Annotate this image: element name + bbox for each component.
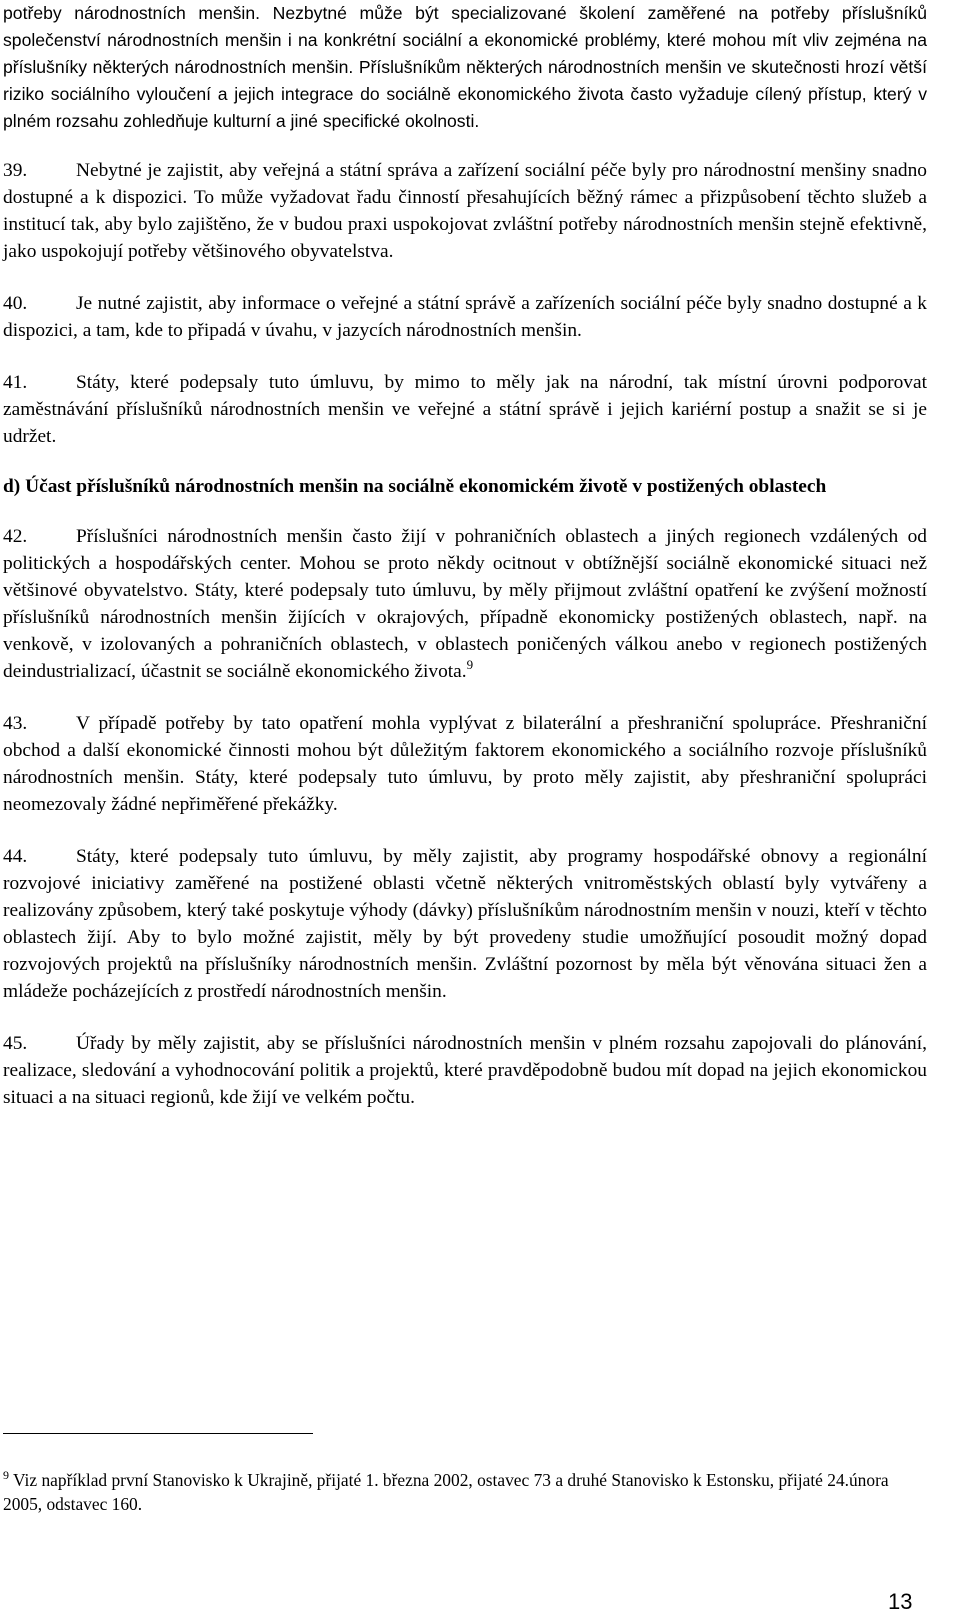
paragraph-number: 42. (3, 526, 28, 547)
intro-paragraph (3, 0, 927, 135)
paragraph-text: Úřady by měly zajistit, aby se příslušníci národnostních menšin v plném rozsahu zapojovali do plánování, realizace, sledování a vyhodnocování politik a projektů, které pravděpodobně budou mít dopad na jejich ekonomickou situaci a na situaci regionů, kde žijí ve velkém počtu. (3, 1033, 927, 1108)
paragraph-43 (3, 710, 927, 818)
section-heading: d) Účast příslušníků národnostních menšin na sociálně ekonomickém životě v postižených oblastech (3, 476, 827, 497)
paragraph-number: 39. (3, 160, 28, 181)
paragraph-number: 41. (3, 372, 28, 393)
paragraph-39 (3, 157, 927, 265)
paragraph-text: Státy, které podepsaly tuto úmluvu, by mimo to měly jak na národní, tak místní úrovni podporovat zaměstnávání příslušníků národnostních menšin ve veřejné a státní správě i jejich kariérní postup a snažit se si je udržet. (3, 372, 927, 447)
paragraph-45 (3, 1030, 927, 1111)
document-page (3, 0, 927, 1111)
paragraph-number: 40. (3, 293, 28, 314)
paragraph-text: Je nutné zajistit, aby informace o veřejné a státní správě a zařízeních sociální péče byly snadno dostupné a k dispozici, a tam, kde to připadá v úvahu, v jazycích národnostních menšin. (3, 293, 927, 341)
footnote-marker: 9 (3, 1468, 9, 1482)
page-number: 13 (888, 1589, 913, 1614)
paragraph-number: 44. (3, 846, 28, 867)
footnote (3, 1468, 927, 1516)
paragraph-text: Nebytné je zajistit, aby veřejná a státní správa a zařízení sociální péče byly pro národnostní menšiny snadno dostupné a k dispozici. To může vyžadovat řadu činností přesahujících běžný rámec a přizpůsobení těchto služeb a institucí tak, aby bylo zajištěno, že v budou praxi uspokojovat zvláštní potřeby národnostních menšin stejně efektivně, jako uspokojují potřeby většinového obyvatelstva. (3, 160, 927, 262)
paragraph-number: 43. (3, 713, 28, 734)
paragraph-40 (3, 290, 927, 344)
footnote-reference[interactable]: 9 (466, 657, 474, 672)
paragraph-text: Státy, které podepsaly tuto úmluvu, by měly zajistit, aby programy hospodářské obnovy a regionální rozvojové iniciativy zaměřené na postižené oblasti včetně některých vnitroměstských oblastí byly vytvářeny a realizovány způsobem, který také poskytuje výhody (dávky) příslušníkům národnostním menšin v nouzi, kteří v těchto oblastech žijí. Aby to bylo možné zajistit, měly by být provedeny studie umožňující posoudit možný dopad rozvojových projektů na příslušníky národnostních menšin. Zvláštní pozornost by měla být věnována situaci žen a mládeže pocházejících z prostředí národnostních menšin. (3, 846, 927, 1002)
paragraph-text: Příslušníci národnostních menšin často žijí v pohraničních oblastech a jiných regionech vzdálených od politických a hospodářských center. Mohou se proto někdy ocitnout v obtížnější sociálně ekonomické situaci než většinové obyvatelstvo. Státy, které podepsaly tuto úmluvu, by měly přijmout zvláštní opatření ke zvýšení možností příslušníků národnostních menšin žijících v okrajových, případně ekonomicky postižených oblastech, např. na venkově, v izolovaných a pohraničních oblastech, v oblastech poničených válkou anebo v regionech postižených deindustrializací, účastnit se sociálně ekonomického života. (3, 526, 927, 682)
paragraph-44 (3, 843, 927, 1005)
paragraph-text: V případě potřeby by tato opatření mohla vyplývat z bilaterální a přeshraniční spolupráce. Přeshraniční obchod a další ekonomické činnosti mohou být důležitým faktorem ekonomického a sociálního rozvoje příslušníků národnostních menšin. Státy, které podepsaly tuto úmluvu, by proto měly zajistit, aby přeshraniční spolupráci neomezovaly žádné nepřiměřené překážky. (3, 713, 927, 815)
footnote-divider (3, 1433, 313, 1434)
paragraph-42 (3, 523, 927, 685)
paragraph-number: 45. (3, 1033, 28, 1054)
paragraph-41 (3, 369, 927, 450)
footnote-text: Viz například první Stanovisko k Ukrajině, přijaté 1. března 2002, ostavec 73 a druhé Stanovisko k Estonsku, přijaté 24.února 2005, odstavec 160. (3, 1470, 889, 1514)
intro-text: potřeby národnostních menšin. Nezbytné může být specializované školení zaměřené na potřeby příslušníků společenství národnostních menšin i na konkrétní sociální a ekonomické problémy, které mohou mít vliv zejména na příslušníky některých národnostních menšin. Příslušníkům některých národnostních menšin ve skutečnosti hrozí větší riziko sociálního vyloučení a jejich integrace do sociálně ekonomického života často vyžaduje cílený přístup, který v plném rozsahu zohledňuje kulturní a jiné specifické okolnosti. (3, 3, 927, 131)
